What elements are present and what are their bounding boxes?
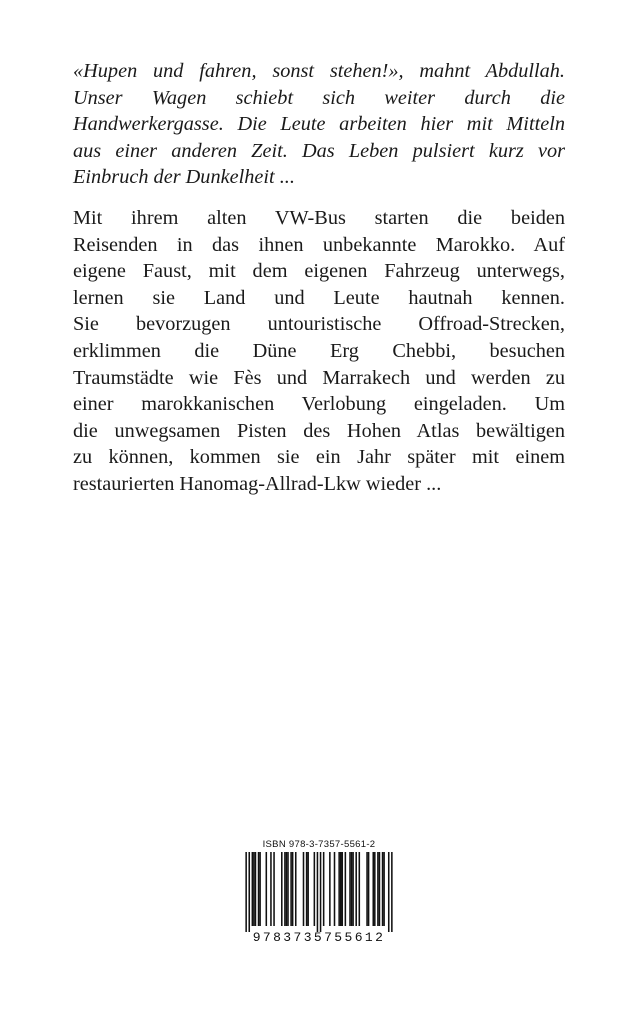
teaser-quote	[73, 58, 565, 191]
barcode-bar	[270, 852, 272, 926]
blurb-line: lernen sie Land und Leute hautnah kennen.	[73, 286, 565, 309]
barcode-bar	[341, 852, 343, 926]
barcode-bar	[352, 852, 354, 926]
quote-line: aus einer anderen Zeit. Das Leben pulsiert kurz vor	[73, 139, 565, 162]
barcode-bar	[374, 852, 376, 926]
barcode-bar	[383, 852, 385, 926]
barcode-bar	[320, 852, 322, 932]
barcode-bar	[355, 852, 357, 926]
barcode-bar	[314, 852, 316, 926]
blurb-line: Mit ihrem alten VW-Bus starten die beiden	[73, 207, 565, 229]
blurb-line: die unwegsamen Pisten des Hohen Atlas bewältigen	[73, 419, 565, 442]
barcode-bar	[292, 852, 294, 926]
barcode-bar	[323, 852, 325, 926]
blurb-line: einer marokkanischen Verlobung eingeladen. Um	[73, 393, 565, 416]
blurb-line: zu können, kommen sie ein Jahr später mit einem	[73, 446, 565, 469]
ean-digits: 9783735755612	[252, 930, 386, 945]
barcode-bar	[258, 852, 260, 926]
barcode-bar	[334, 852, 336, 926]
blurb-line: Reisenden in das ihnen unbekannte Marokko. Auf	[73, 233, 565, 256]
barcode-bar	[382, 852, 384, 926]
barcode-bar	[295, 852, 297, 926]
barcode-bar	[303, 852, 305, 926]
barcode-bar	[290, 852, 292, 926]
barcode-bar	[259, 852, 261, 926]
barcode-bar	[281, 852, 283, 926]
quote-line: Unser Wagen schiebt sich weiter durch die	[73, 86, 565, 109]
quote-line: Einbruch der Dunkelheit ...	[73, 166, 295, 189]
barcode-bar	[245, 852, 247, 932]
barcode-bar	[368, 852, 370, 926]
blurb-line: erklimmen die Düne Erg Chebbi, besuchen	[73, 339, 565, 362]
barcode-bar	[252, 852, 254, 926]
isbn-label: ISBN 978-3-7357-5561-2	[262, 839, 376, 850]
barcode-bar	[317, 852, 319, 932]
barcode-bar	[329, 852, 331, 926]
barcode-bar	[255, 852, 257, 926]
barcode-bar	[340, 852, 342, 926]
barcode-bar	[388, 852, 390, 932]
barcode-bars	[236, 852, 402, 932]
barcode-bar	[351, 852, 353, 926]
blurb-line: eigene Faust, mit dem eigenen Fahrzeug unterwegs,	[73, 260, 565, 283]
quote-line: «Hupen und fahren, sonst stehen!», mahnt Abdullah.	[73, 60, 565, 82]
barcode-bar	[266, 852, 268, 926]
blurb-line: Traumstädte wie Fès und Marrakech und werden zu	[73, 366, 565, 389]
barcode-bar	[273, 852, 275, 926]
barcode-bar	[253, 852, 255, 926]
barcode-bar	[286, 852, 288, 926]
barcode-bar	[366, 852, 368, 926]
blurb-line: restaurierten Hanomag-Allrad-Lkw wieder ...	[73, 472, 442, 495]
barcode-bar	[284, 852, 286, 926]
barcode-bar	[391, 852, 393, 932]
barcode-bar	[287, 852, 289, 926]
barcode-bar	[306, 852, 308, 926]
quote-line: Handwerkergasse. Die Leute arbeiten hier mit Mitteln	[73, 113, 565, 136]
isbn-barcode	[236, 838, 402, 945]
barcode-bar	[349, 852, 351, 926]
barcode-bar	[377, 852, 379, 926]
barcode-bar	[248, 852, 250, 932]
barcode-bar	[338, 852, 340, 926]
blurb-line: Sie bevorzugen untouristische Offroad-Strecken,	[73, 313, 565, 336]
barcode-bar	[345, 852, 347, 926]
barcode-bar	[379, 852, 381, 926]
book-blurb	[73, 205, 565, 498]
barcode-bar	[372, 852, 374, 926]
barcode-bar	[307, 852, 309, 926]
barcode-bar	[359, 852, 361, 926]
